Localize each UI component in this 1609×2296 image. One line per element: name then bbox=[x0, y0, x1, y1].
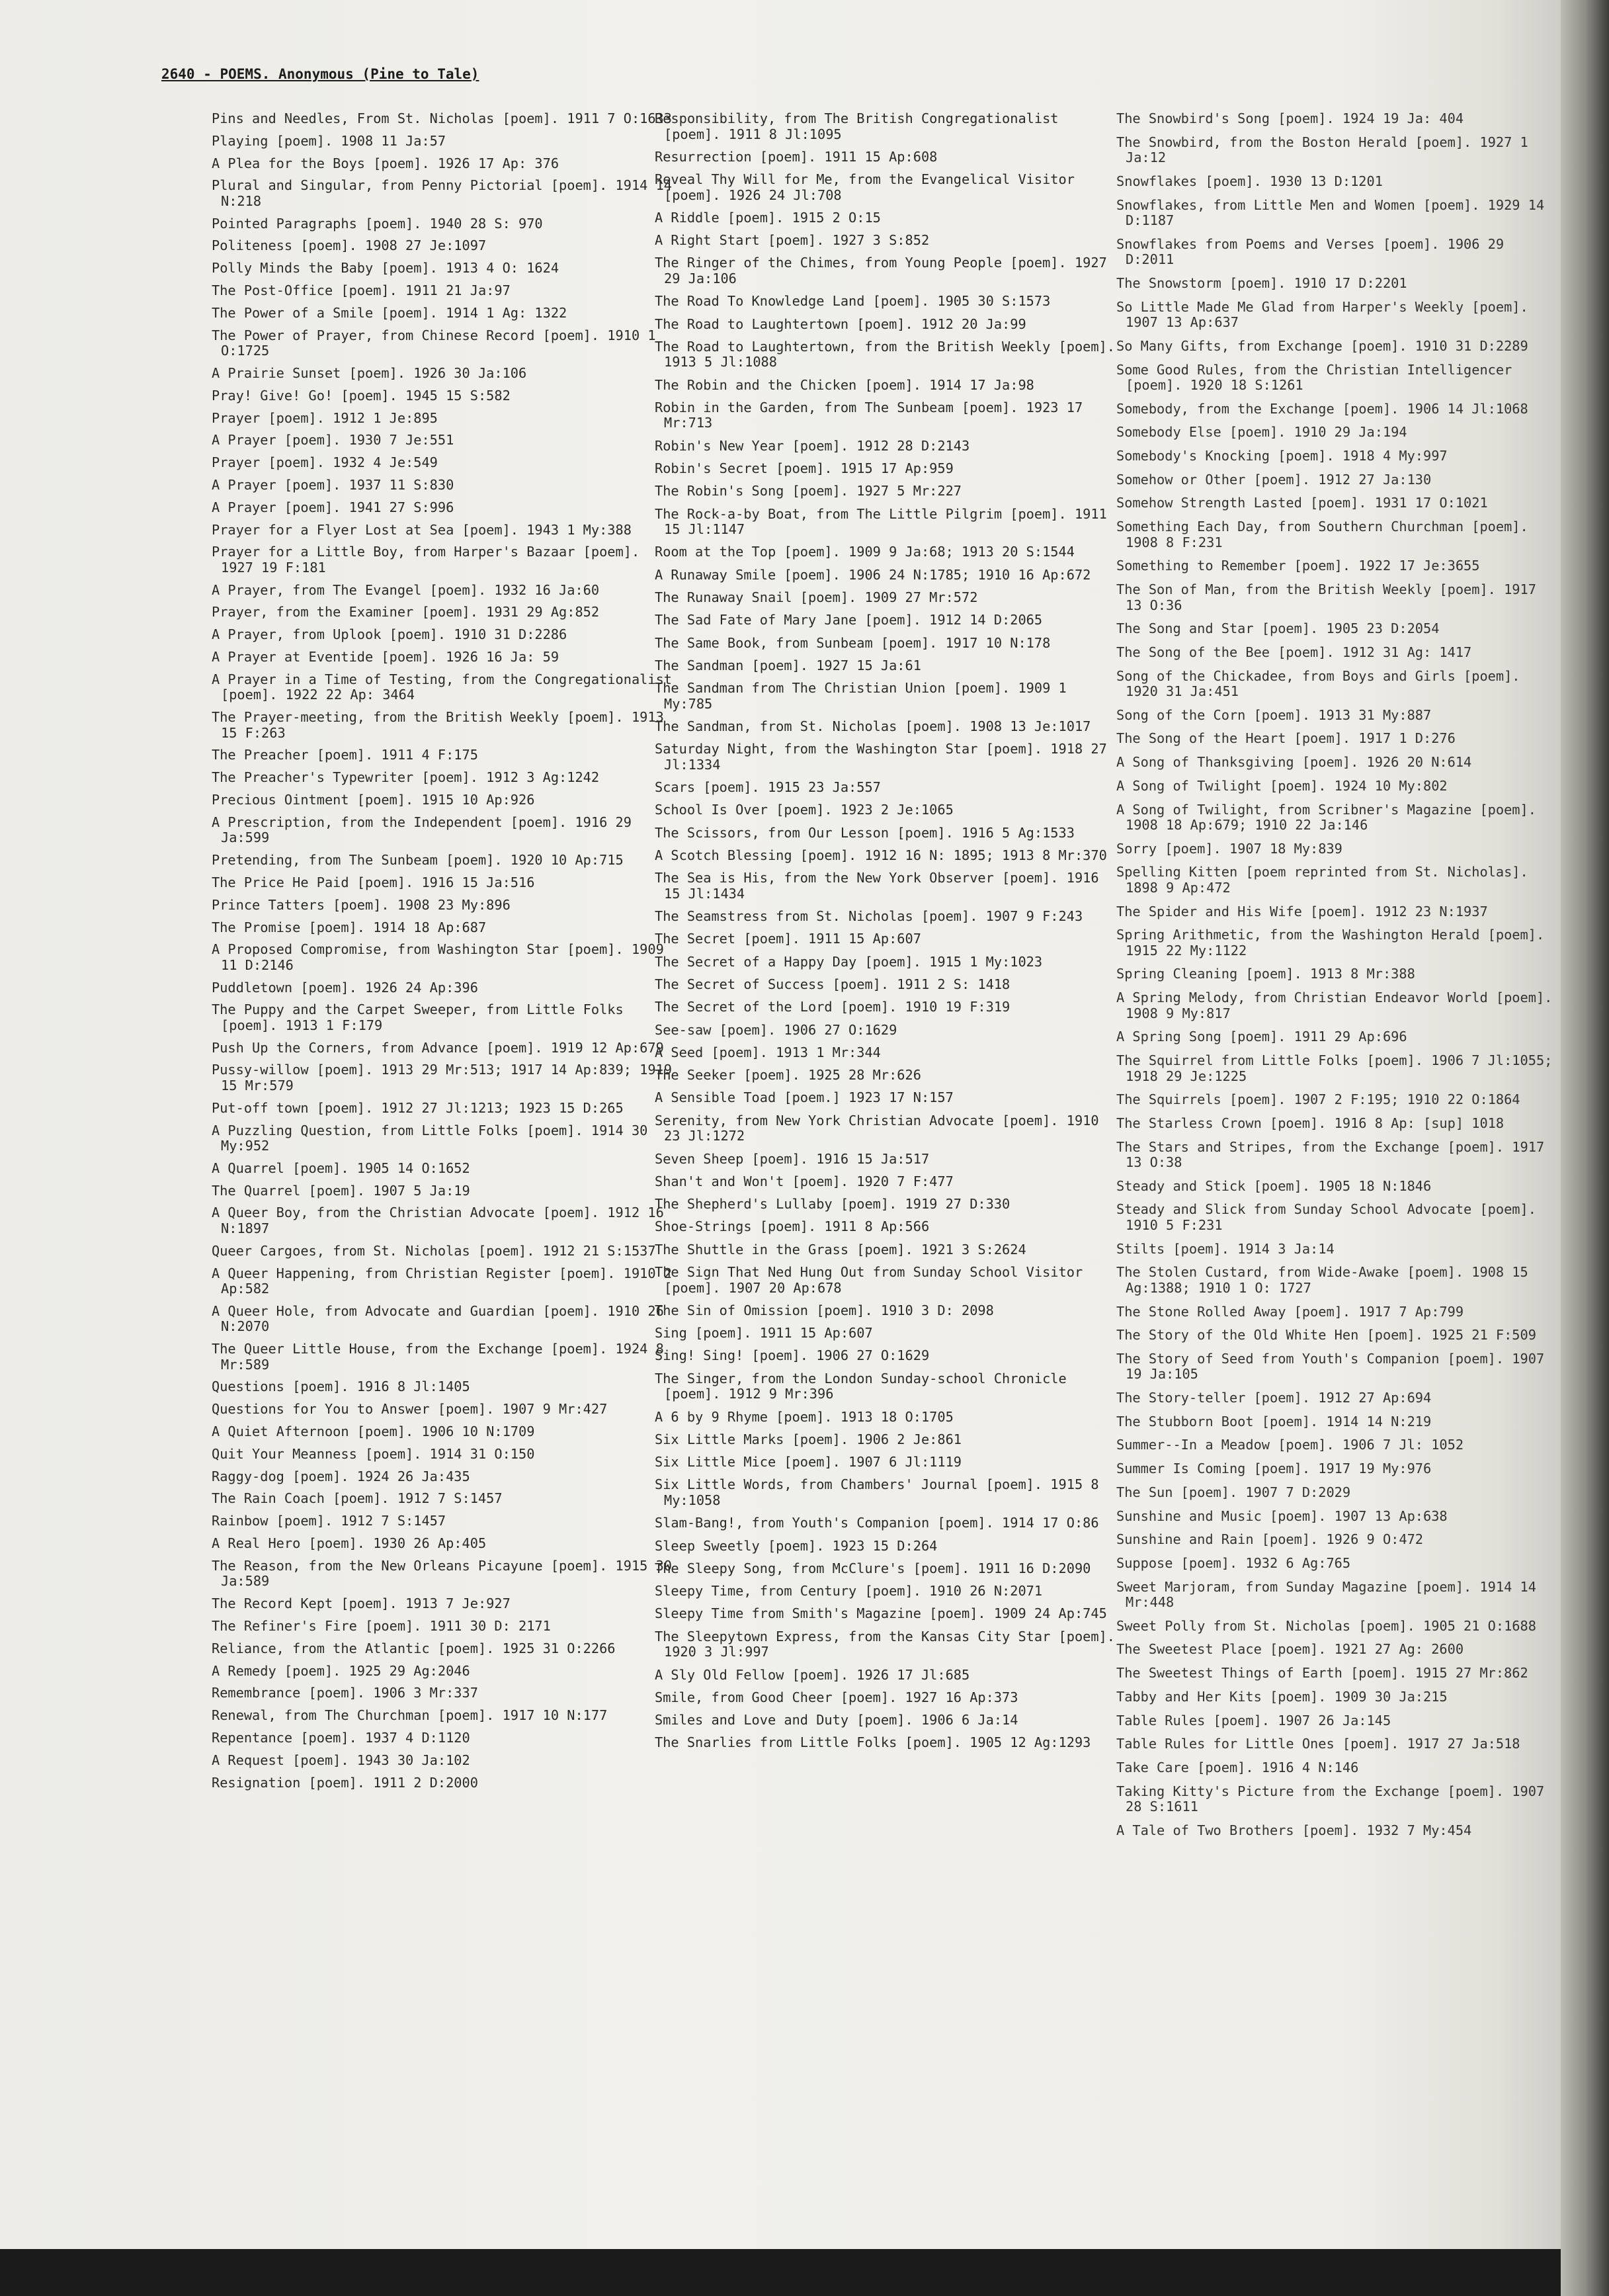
index-entry: Somebody's Knocking [poem]. 1918 4 My:997 bbox=[1116, 448, 1448, 464]
index-entry: Song of the Chickadee, from Boys and Girls [poem]. 1920 31 Ja:451 bbox=[1116, 667, 1520, 700]
index-entry: A Sly Old Fellow [poem]. 1926 17 Jl:685 bbox=[655, 1666, 970, 1683]
index-entry: Put-off town [poem]. 1912 27 Jl:1213; 1923 15 D:265 bbox=[212, 1099, 624, 1116]
index-entry: Some Good Rules, from the Christian Intelligencer [poem]. 1920 18 S:1261 bbox=[1116, 361, 1512, 393]
index-entry: Sing! Sing! [poem]. 1906 27 O:1629 bbox=[655, 1347, 930, 1364]
index-entry: Sunshine and Music [poem]. 1907 13 Ap:638 bbox=[1116, 1508, 1448, 1524]
index-entry: The Road to Laughtertown, from the British Weekly [poem]. 1913 5 Jl:1088 bbox=[655, 338, 1115, 370]
index-entry: A Request [poem]. 1943 30 Ja:102 bbox=[212, 1752, 470, 1768]
index-entry: Playing [poem]. 1908 11 Ja:57 bbox=[212, 132, 446, 149]
index-entry: Spring Cleaning [poem]. 1913 8 Mr:388 bbox=[1116, 966, 1415, 982]
index-entry: A Riddle [poem]. 1915 2 O:15 bbox=[655, 209, 881, 226]
index-entry: Reliance, from the Atlantic [poem]. 1925 31 O:2266 bbox=[212, 1640, 616, 1656]
index-entry: Sing [poem]. 1911 15 Ap:607 bbox=[655, 1325, 873, 1341]
index-entry: A Prayer, from The Evangel [poem]. 1932 16 Ja:60 bbox=[212, 581, 600, 598]
index-entry: The Song of the Heart [poem]. 1917 1 D:276 bbox=[1116, 730, 1456, 747]
index-entry: The Reason, from the New Orleans Picayune [poem]. 1915 30 Ja:589 bbox=[212, 1557, 672, 1590]
index-entry: The Runaway Snail [poem]. 1909 27 Mr:572 bbox=[655, 589, 978, 606]
index-entry: See-saw [poem]. 1906 27 O:1629 bbox=[655, 1021, 897, 1038]
index-entry: Smiles and Love and Duty [poem]. 1906 6 Ja:14 bbox=[655, 1712, 1018, 1728]
index-entry: Prince Tatters [poem]. 1908 23 My:896 bbox=[212, 896, 511, 913]
index-entry: The Shuttle in the Grass [poem]. 1921 3 S:2624 bbox=[655, 1241, 1026, 1257]
index-entry: A Spring Melody, from Christian Endeavor World [poem]. 1908 9 My:817 bbox=[1116, 990, 1553, 1021]
index-entry: A Prayer, from Uplook [poem]. 1910 31 D:2286 bbox=[212, 626, 567, 643]
index-entry: Reveal Thy Will for Me, from the Evangelical Visitor [poem]. 1926 24 Jl:708 bbox=[655, 171, 1075, 203]
index-entry: Raggy-dog [poem]. 1924 26 Ja:435 bbox=[212, 1468, 470, 1484]
index-entry: The Same Book, from Sunbeam [poem]. 1917 10 N:178 bbox=[655, 634, 1051, 651]
index-entry: The Secret [poem]. 1911 15 Ap:607 bbox=[655, 931, 921, 947]
index-entry: Sunshine and Rain [poem]. 1926 9 O:472 bbox=[1116, 1531, 1423, 1548]
index-entry: Slam-Bang!, from Youth's Companion [poem]. 1914 17 O:86 bbox=[655, 1515, 1099, 1531]
index-entry: The Shepherd's Lullaby [poem]. 1919 27 D:330 bbox=[655, 1196, 1011, 1212]
index-entry: The Sin of Omission [poem]. 1910 3 D: 2098 bbox=[655, 1302, 994, 1318]
index-column-1 bbox=[212, 111, 675, 1797]
index-entry: Saturday Night, from the Washington Star [poem]. 1918 27 Jl:1334 bbox=[655, 741, 1107, 773]
index-entry: The Robin and the Chicken [poem]. 1914 17 Ja:98 bbox=[655, 376, 1034, 393]
index-entry: Snowflakes [poem]. 1930 13 D:1201 bbox=[1116, 173, 1383, 189]
index-entry: Snowflakes from Poems and Verses [poem]. 1906 29 D:2011 bbox=[1116, 235, 1505, 268]
index-entry: The Sea is His, from the New York Observer [poem]. 1916 15 Jl:1434 bbox=[655, 870, 1099, 902]
index-entry: Robin in the Garden, from The Sunbeam [poem]. 1923 17 Mr:713 bbox=[655, 399, 1083, 431]
index-entry: Questions [poem]. 1916 8 Jl:1405 bbox=[212, 1379, 470, 1395]
page-header: 2640 - POEMS. Anonymous (Pine to Tale) bbox=[161, 66, 479, 82]
index-entry: Snowflakes, from Little Men and Women [poem]. 1929 14 D:1187 bbox=[1116, 196, 1545, 229]
index-entry: The Preacher [poem]. 1911 4 F:175 bbox=[212, 747, 478, 763]
index-entry: A Spring Song [poem]. 1911 29 Ap:696 bbox=[1116, 1029, 1407, 1045]
index-entry: Quit Your Meanness [poem]. 1914 31 O:150 bbox=[212, 1445, 535, 1462]
index-entry: The Puppy and the Carpet Sweeper, from Little Folks [poem]. 1913 1 F:179 bbox=[212, 1001, 624, 1033]
index-entry: The Story of Seed from Youth's Companion [poem]. 1907 19 Ja:105 bbox=[1116, 1350, 1545, 1382]
index-entry: A 6 by 9 Rhyme [poem]. 1913 18 O:1705 bbox=[655, 1408, 954, 1425]
index-entry: Somehow Strength Lasted [poem]. 1931 17 O:1021 bbox=[1116, 495, 1488, 511]
index-entry: The Ringer of the Chimes, from Young People [poem]. 1927 29 Ja:106 bbox=[655, 255, 1107, 286]
index-entry: The Singer, from the London Sunday-school Chronicle [poem]. 1912 9 Mr:396 bbox=[655, 1370, 1067, 1402]
index-entry: The Road To Knowledge Land [poem]. 1905 30 S:1573 bbox=[655, 293, 1051, 310]
index-entry: Sweet Marjoram, from Sunday Magazine [poem]. 1914 14 Mr:448 bbox=[1116, 1578, 1536, 1611]
index-entry: Six Little Marks [poem]. 1906 2 Je:861 bbox=[655, 1431, 962, 1447]
index-entry: Prayer [poem]. 1912 1 Je:895 bbox=[212, 409, 438, 426]
index-entry: Resurrection [poem]. 1911 15 Ap:608 bbox=[655, 148, 938, 165]
index-entry: Scars [poem]. 1915 23 Ja:557 bbox=[655, 779, 881, 796]
index-entry: The Stars and Stripes, from the Exchange [poem]. 1917 13 O:38 bbox=[1116, 1138, 1545, 1171]
index-entry: The Snarlies from Little Folks [poem]. 1905 12 Ag:1293 bbox=[655, 1734, 1091, 1751]
index-column-3 bbox=[1116, 111, 1553, 1846]
index-entry: The Power of a Smile [poem]. 1914 1 Ag: 1322 bbox=[212, 304, 567, 321]
index-entry: Sorry [poem]. 1907 18 My:839 bbox=[1116, 840, 1342, 857]
index-entry: A Puzzling Question, from Little Folks [poem]. 1914 30 My:952 bbox=[212, 1122, 648, 1154]
index-entry: The Snowbird, from the Boston Herald [poem]. 1927 1 Ja:12 bbox=[1116, 134, 1528, 166]
index-entry: Renewal, from The Churchman [poem]. 1917 10 N:177 bbox=[212, 1707, 608, 1724]
index-entry: A Sensible Toad [poem.] 1923 17 N:157 bbox=[655, 1089, 954, 1106]
index-entry: Six Little Words, from Chambers' Journal [poem]. 1915 8 My:1058 bbox=[655, 1476, 1099, 1508]
index-entry: Table Rules [poem]. 1907 26 Ja:145 bbox=[1116, 1712, 1391, 1728]
index-entry: Pussy-willow [poem]. 1913 29 Mr:513; 1917 14 Ap:839; 1919 15 Mr:579 bbox=[212, 1062, 672, 1093]
index-entry: Six Little Mice [poem]. 1907 6 Jl:1119 bbox=[655, 1454, 962, 1470]
index-entry: A Quiet Afternoon [poem]. 1906 10 N:1709 bbox=[212, 1424, 535, 1440]
index-entry: Somehow or Other [poem]. 1912 27 Ja:130 bbox=[1116, 471, 1432, 488]
index-entry: Suppose [poem]. 1932 6 Ag:765 bbox=[1116, 1554, 1351, 1571]
index-entry: A Prescription, from the Independent [poem]. 1916 29 Ja:599 bbox=[212, 814, 632, 846]
index-entry: Questions for You to Answer [poem]. 1907 9 Mr:427 bbox=[212, 1401, 608, 1418]
index-column-2 bbox=[655, 111, 1118, 1758]
index-entry: A Song of Twilight, from Scribner's Magazine [poem]. 1908 18 Ap:679; 1910 22 Ja:146 bbox=[1116, 801, 1536, 833]
index-entry: A Tale of Two Brothers [poem]. 1932 7 My:454 bbox=[1116, 1822, 1472, 1838]
index-entry: So Many Gifts, from Exchange [poem]. 1910 31 D:2289 bbox=[1116, 337, 1528, 354]
index-entry: Somebody Else [poem]. 1910 29 Ja:194 bbox=[1116, 424, 1407, 441]
index-entry: The Story of the Old White Hen [poem]. 1925 21 F:509 bbox=[1116, 1327, 1536, 1343]
index-entry: The Sandman [poem]. 1927 15 Ja:61 bbox=[655, 657, 921, 673]
index-entry: The Queer Little House, from the Exchange [poem]. 1924 8 Mr:589 bbox=[212, 1341, 664, 1373]
index-entry: Tabby and Her Kits [poem]. 1909 30 Ja:215 bbox=[1116, 1688, 1448, 1705]
index-entry: The Sign That Ned Hung Out from Sunday School Visitor [poem]. 1907 20 Ap:678 bbox=[655, 1264, 1083, 1296]
index-entry: Spring Arithmetic, from the Washington Herald [poem]. 1915 22 My:1122 bbox=[1116, 927, 1545, 958]
index-entry: The Stolen Custard, from Wide-Awake [poem]. 1908 15 Ag:1388; 1910 1 O: 1727 bbox=[1116, 1264, 1528, 1296]
index-entry: Prayer, from the Examiner [poem]. 1931 29 Ag:852 bbox=[212, 604, 600, 620]
index-entry: A Runaway Smile [poem]. 1906 24 N:1785; 1910 16 Ap:672 bbox=[655, 566, 1091, 583]
index-entry: The Snowbird's Song [poem]. 1924 19 Ja: 404 bbox=[1116, 110, 1464, 126]
index-entry: The Power of Prayer, from Chinese Record [poem]. 1910 1 O:1725 bbox=[212, 327, 656, 359]
index-entry: The Story-teller [poem]. 1912 27 Ap:694 bbox=[1116, 1390, 1432, 1406]
index-entry: The Sad Fate of Mary Jane [poem]. 1912 14 D:2065 bbox=[655, 612, 1043, 628]
index-entry: A Plea for the Boys [poem]. 1926 17 Ap: 376 bbox=[212, 155, 559, 171]
index-entry: Responsibility, from The British Congregationalist [poem]. 1911 8 Jl:1095 bbox=[655, 110, 1059, 142]
index-entry: The Secret of the Lord [poem]. 1910 19 F:319 bbox=[655, 999, 1011, 1015]
index-entry: The Record Kept [poem]. 1913 7 Je:927 bbox=[212, 1595, 511, 1612]
index-entry: Queer Cargoes, from St. Nicholas [poem]. 1912 21 S:1537 bbox=[212, 1242, 656, 1259]
index-entry: The Sleepytown Express, from the Kansas City Star [poem]. 1920 3 Jl:997 bbox=[655, 1628, 1115, 1660]
index-entry: The Rain Coach [poem]. 1912 7 S:1457 bbox=[212, 1490, 503, 1507]
index-entry: Summer Is Coming [poem]. 1917 19 My:976 bbox=[1116, 1461, 1432, 1477]
index-entry: The Song of the Bee [poem]. 1912 31 Ag: 1417 bbox=[1116, 644, 1472, 660]
index-entry: Song of the Corn [poem]. 1913 31 My:887 bbox=[1116, 706, 1432, 723]
index-entry: Prayer for a Little Boy, from Harper's Bazaar [poem]. 1927 19 F:181 bbox=[212, 544, 640, 575]
index-entry: Take Care [poem]. 1916 4 N:146 bbox=[1116, 1759, 1359, 1775]
index-entry: Pretending, from The Sunbeam [poem]. 1920 10 Ap:715 bbox=[212, 852, 624, 869]
index-entry: Steady and Stick [poem]. 1905 18 N:1846 bbox=[1116, 1177, 1432, 1194]
index-entry: The Robin's Song [poem]. 1927 5 Mr:227 bbox=[655, 483, 962, 499]
index-entry: Sleepy Time from Smith's Magazine [poem]. 1909 24 Ap:745 bbox=[655, 1605, 1107, 1622]
index-entry: Serenity, from New York Christian Advocate [poem]. 1910 23 Jl:1272 bbox=[655, 1112, 1099, 1144]
index-entry: The Son of Man, from the British Weekly [poem]. 1917 13 O:36 bbox=[1116, 581, 1536, 613]
index-entry: The Snowstorm [poem]. 1910 17 D:2201 bbox=[1116, 275, 1407, 291]
index-entry: A Right Start [poem]. 1927 3 S:852 bbox=[655, 232, 930, 249]
index-entry: So Little Made Me Glad from Harper's Weekly [poem]. 1907 13 Ap:637 bbox=[1116, 298, 1528, 331]
index-entry: The Squirrel from Little Folks [poem]. 1906 7 Jl:1055; 1918 29 Je:1225 bbox=[1116, 1052, 1553, 1084]
index-entry: The Stone Rolled Away [poem]. 1917 7 Ap:799 bbox=[1116, 1303, 1464, 1320]
index-entry: Push Up the Corners, from Advance [poem]. 1919 12 Ap:679 bbox=[212, 1039, 664, 1056]
index-entry: A Remedy [poem]. 1925 29 Ag:2046 bbox=[212, 1662, 470, 1679]
index-entry: A Queer Boy, from the Christian Advocate [poem]. 1912 16 N:1897 bbox=[212, 1205, 664, 1236]
index-entry: The Secret of a Happy Day [poem]. 1915 1 My:1023 bbox=[655, 953, 1043, 970]
index-entry: The Secret of Success [poem]. 1911 2 S: 1418 bbox=[655, 976, 1011, 992]
index-entry: The Scissors, from Our Lesson [poem]. 1916 5 Ag:1533 bbox=[655, 824, 1075, 841]
index-entry: Stilts [poem]. 1914 3 Ja:14 bbox=[1116, 1240, 1335, 1257]
index-entry: Sweet Polly from St. Nicholas [poem]. 1905 21 O:1688 bbox=[1116, 1617, 1536, 1634]
index-entry: Seven Sheep [poem]. 1916 15 Ja:517 bbox=[655, 1150, 930, 1167]
index-entry: The Seamstress from St. Nicholas [poem]. 1907 9 F:243 bbox=[655, 908, 1083, 925]
index-entry: Shoe-Strings [poem]. 1911 8 Ap:566 bbox=[655, 1218, 930, 1235]
index-entry: The Preacher's Typewriter [poem]. 1912 3 Ag:1242 bbox=[212, 769, 600, 786]
index-entry: The Song and Star [poem]. 1905 23 D:2054 bbox=[1116, 620, 1440, 637]
index-entry: The Sleepy Song, from McClure's [poem]. 1911 16 D:2090 bbox=[655, 1560, 1091, 1576]
index-entry: Steady and Slick from Sunday School Advocate [poem]. 1910 5 F:231 bbox=[1116, 1201, 1536, 1233]
index-entry: Pray! Give! Go! [poem]. 1945 15 S:582 bbox=[212, 387, 511, 404]
index-entry: A Prayer [poem]. 1941 27 S:996 bbox=[212, 499, 454, 515]
index-entry: A Prayer at Eventide [poem]. 1926 16 Ja: 59 bbox=[212, 649, 559, 665]
index-entry: Smile, from Good Cheer [poem]. 1927 16 Ap:373 bbox=[655, 1689, 1018, 1705]
index-entry: The Quarrel [poem]. 1907 5 Ja:19 bbox=[212, 1182, 470, 1199]
index-entry: Somebody, from the Exchange [poem]. 1906 14 Jl:1068 bbox=[1116, 400, 1528, 417]
index-entry: The Sun [poem]. 1907 7 D:2029 bbox=[1116, 1484, 1351, 1500]
index-entry: Sleepy Time, from Century [poem]. 1910 26 N:2071 bbox=[655, 1583, 1043, 1599]
index-entry: Remembrance [poem]. 1906 3 Mr:337 bbox=[212, 1685, 478, 1701]
index-entry: A Song of Thanksgiving [poem]. 1926 20 N:614 bbox=[1116, 754, 1472, 771]
index-entry: Resignation [poem]. 1911 2 D:2000 bbox=[212, 1774, 478, 1791]
index-entry: A Scotch Blessing [poem]. 1912 16 N: 1895; 1913 8 Mr:370 bbox=[655, 847, 1107, 864]
index-entry: Robin's Secret [poem]. 1915 17 Ap:959 bbox=[655, 460, 954, 477]
index-entry: A Seed [poem]. 1913 1 Mr:344 bbox=[655, 1044, 881, 1060]
index-entry: Something to Remember [poem]. 1922 17 Je:3655 bbox=[1116, 558, 1480, 574]
index-entry: The Sweetest Place [poem]. 1921 27 Ag: 2600 bbox=[1116, 1641, 1464, 1658]
index-entry: The Rock-a-by Boat, from The Little Pilgrim [poem]. 1911 15 Jl:1147 bbox=[655, 505, 1107, 538]
book-gutter bbox=[1561, 0, 1609, 2296]
index-entry: A Queer Happening, from Christian Register [poem]. 1910 2 Ap:582 bbox=[212, 1265, 672, 1297]
index-entry: Spelling Kitten [poem reprinted from St. Nicholas]. 1898 9 Ap:472 bbox=[1116, 864, 1528, 896]
index-entry: A Prayer in a Time of Testing, from the Congregationalist [poem]. 1922 22 Ap: 3464 bbox=[212, 671, 672, 703]
index-entry: The Promise [poem]. 1914 18 Ap:687 bbox=[212, 919, 487, 935]
index-entry: The Prayer-meeting, from the British Weekly [poem]. 1913 15 F:263 bbox=[212, 709, 664, 741]
index-entry: Sleep Sweetly [poem]. 1923 15 D:264 bbox=[655, 1537, 938, 1554]
index-entry: The Spider and His Wife [poem]. 1912 23 N:1937 bbox=[1116, 903, 1488, 919]
index-entry: Taking Kitty's Picture from the Exchange [poem]. 1907 28 S:1611 bbox=[1116, 1783, 1545, 1815]
index-entry: A Real Hero [poem]. 1930 26 Ap:405 bbox=[212, 1535, 487, 1552]
index-entry: The Seeker [poem]. 1925 28 Mr:626 bbox=[655, 1067, 921, 1084]
index-entry: Plural and Singular, from Penny Pictorial [poem]. 1914 14 N:218 bbox=[212, 177, 672, 209]
index-entry: Robin's New Year [poem]. 1912 28 D:2143 bbox=[655, 437, 970, 454]
index-entry: The Price He Paid [poem]. 1916 15 Ja:516 bbox=[212, 874, 535, 890]
index-entry: The Sweetest Things of Earth [poem]. 1915 27 Mr:862 bbox=[1116, 1665, 1528, 1681]
index-entry: Rainbow [poem]. 1912 7 S:1457 bbox=[212, 1513, 446, 1529]
index-entry: A Prayer [poem]. 1930 7 Je:551 bbox=[212, 432, 454, 448]
index-entry: Pointed Paragraphs [poem]. 1940 28 S: 970 bbox=[212, 215, 543, 232]
index-entry: The Sandman from The Christian Union [poem]. 1909 1 My:785 bbox=[655, 680, 1067, 712]
index-entry: A Prayer [poem]. 1937 11 S:830 bbox=[212, 476, 454, 493]
index-entry: A Proposed Compromise, from Washington Star [poem]. 1909 11 D:2146 bbox=[212, 941, 664, 973]
index-entry: The Refiner's Fire [poem]. 1911 30 D: 2171 bbox=[212, 1617, 551, 1634]
index-entry: The Squirrels [poem]. 1907 2 F:195; 1910 22 O:1864 bbox=[1116, 1091, 1520, 1108]
index-entry: Something Each Day, from Southern Churchman [poem]. 1908 8 F:231 bbox=[1116, 519, 1528, 550]
index-entry: The Sandman, from St. Nicholas [poem]. 1908 13 Je:1017 bbox=[655, 718, 1091, 735]
index-entry: A Song of Twilight [poem]. 1924 10 My:802 bbox=[1116, 777, 1448, 794]
index-entry: School Is Over [poem]. 1923 2 Je:1065 bbox=[655, 802, 954, 818]
index-entry: Table Rules for Little Ones [poem]. 1917 27 Ja:518 bbox=[1116, 1736, 1520, 1752]
index-entry: A Queer Hole, from Advocate and Guardian [poem]. 1910 26 N:2070 bbox=[212, 1302, 664, 1335]
index-entry: The Post-Office [poem]. 1911 21 Ja:97 bbox=[212, 282, 511, 299]
index-entry: Polly Minds the Baby [poem]. 1913 4 O: 1624 bbox=[212, 260, 559, 276]
index-entry: Pins and Needles, From St. Nicholas [poem]. 1911 7 O:1633 bbox=[212, 110, 672, 126]
index-entry: Precious Ointment [poem]. 1915 10 Ap:926 bbox=[212, 792, 535, 808]
index-entry: The Stubborn Boot [poem]. 1914 14 N:219 bbox=[1116, 1413, 1432, 1429]
index-entry: Puddletown [poem]. 1926 24 Ap:396 bbox=[212, 979, 478, 996]
index-entry: Politeness [poem]. 1908 27 Je:1097 bbox=[212, 237, 487, 254]
index-entry: A Quarrel [poem]. 1905 14 O:1652 bbox=[212, 1160, 470, 1176]
index-entry: Summer--In a Meadow [poem]. 1906 7 Jl: 1052 bbox=[1116, 1437, 1464, 1453]
index-entry: Repentance [poem]. 1937 4 D:1120 bbox=[212, 1729, 470, 1746]
index-entry: Shan't and Won't [poem]. 1920 7 F:477 bbox=[655, 1173, 954, 1189]
index-entry: A Prairie Sunset [poem]. 1926 30 Ja:106 bbox=[212, 364, 527, 381]
index-entry: The Starless Crown [poem]. 1916 8 Ap: [sup] 1018 bbox=[1116, 1115, 1505, 1131]
index-entry: Prayer [poem]. 1932 4 Je:549 bbox=[212, 454, 438, 471]
index-entry: Prayer for a Flyer Lost at Sea [poem]. 1943 1 My:388 bbox=[212, 521, 632, 538]
index-entry: The Road to Laughtertown [poem]. 1912 20 Ja:99 bbox=[655, 316, 1026, 332]
index-entry: Room at the Top [poem]. 1909 9 Ja:68; 1913 20 S:1544 bbox=[655, 544, 1075, 560]
